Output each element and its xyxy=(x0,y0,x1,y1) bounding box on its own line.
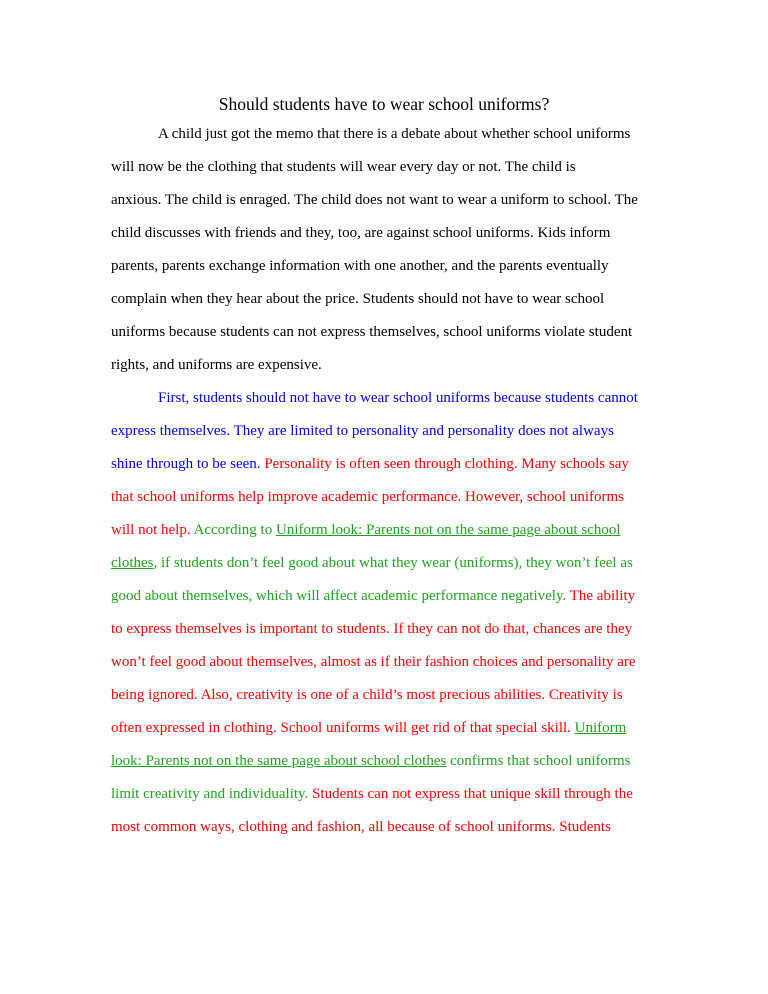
paragraph-2-line xyxy=(111,554,633,572)
source-citation: look: Parents not on the same page about school clothes xyxy=(111,753,447,769)
source-citation: clothes xyxy=(111,555,154,571)
paragraph-2-line: First, students should not have to wear school uniforms because students cannot xyxy=(158,390,638,406)
paragraph-2-line: to express themselves is important to students. If they can not do that, chances are they xyxy=(111,621,633,637)
text-span: confirms that school uniforms xyxy=(446,753,631,769)
text-span: Personality is often seen through clothing. Many schools say xyxy=(260,456,629,472)
source-citation: Uniform xyxy=(574,720,627,736)
text-span: often expressed in clothing. School uniforms will get rid of that special skill. xyxy=(111,720,575,736)
text-span: The ability xyxy=(566,588,636,604)
paragraph-2-line xyxy=(111,719,626,737)
text-span: shine through to be seen. xyxy=(111,456,261,472)
text-span: good about themselves, which will affect academic performance negatively. xyxy=(111,588,567,604)
text-span: According to xyxy=(190,522,276,538)
paragraph-1-line: parents, parents exchange information with one another, and the parents eventually xyxy=(111,258,609,274)
paragraph-2-line xyxy=(111,587,635,605)
paragraph-1-line: A child just got the memo that there is a debate about whether school uniforms xyxy=(158,126,631,142)
text-span: Students can not express that unique skill through the xyxy=(308,786,633,802)
paragraph-2-line: most common ways, clothing and fashion, all because of school uniforms. Students xyxy=(111,819,611,835)
paragraph-2-line: being ignored. Also, creativity is one of a child’s most precious abilities. Creativity is xyxy=(111,687,623,703)
paragraph-1-line: rights, and uniforms are expensive. xyxy=(111,357,322,373)
text-span: will not help. xyxy=(111,522,191,538)
paragraph-2-line: that school uniforms help improve academic performance. However, school uniforms xyxy=(111,489,624,505)
source-citation: Uniform look: Parents not on the same page about school xyxy=(275,522,621,538)
text-span: limit creativity and individuality. xyxy=(111,786,309,802)
paragraph-1-line: child discusses with friends and they, too, are against school uniforms. Kids inform xyxy=(111,225,611,241)
essay-title: Should students have to wear school uniforms? xyxy=(218,94,550,114)
paragraph-2-line xyxy=(111,785,633,803)
paragraph-1-line: will now be the clothing that students will wear every day or not. The child is xyxy=(111,159,576,175)
paragraph-2-line xyxy=(111,752,631,770)
paragraph-2-line: express themselves. They are limited to personality and personality does not always xyxy=(111,423,614,439)
paragraph-1-line: complain when they hear about the price. Students should not have to wear school xyxy=(111,291,605,307)
paragraph-2-line: won’t feel good about themselves, almost as if their fashion choices and personality are xyxy=(111,654,636,670)
text-span: , if students don’t feel good about what they wear (uniforms), they won’t feel as xyxy=(153,555,633,571)
paragraph-2-line xyxy=(111,455,629,473)
paragraph-2-line xyxy=(111,521,621,539)
paragraph-1-line: anxious. The child is enraged. The child does not want to wear a uniform to school. The xyxy=(111,192,638,208)
paragraph-1-line: uniforms because students can not express themselves, school uniforms violate student xyxy=(111,324,633,340)
